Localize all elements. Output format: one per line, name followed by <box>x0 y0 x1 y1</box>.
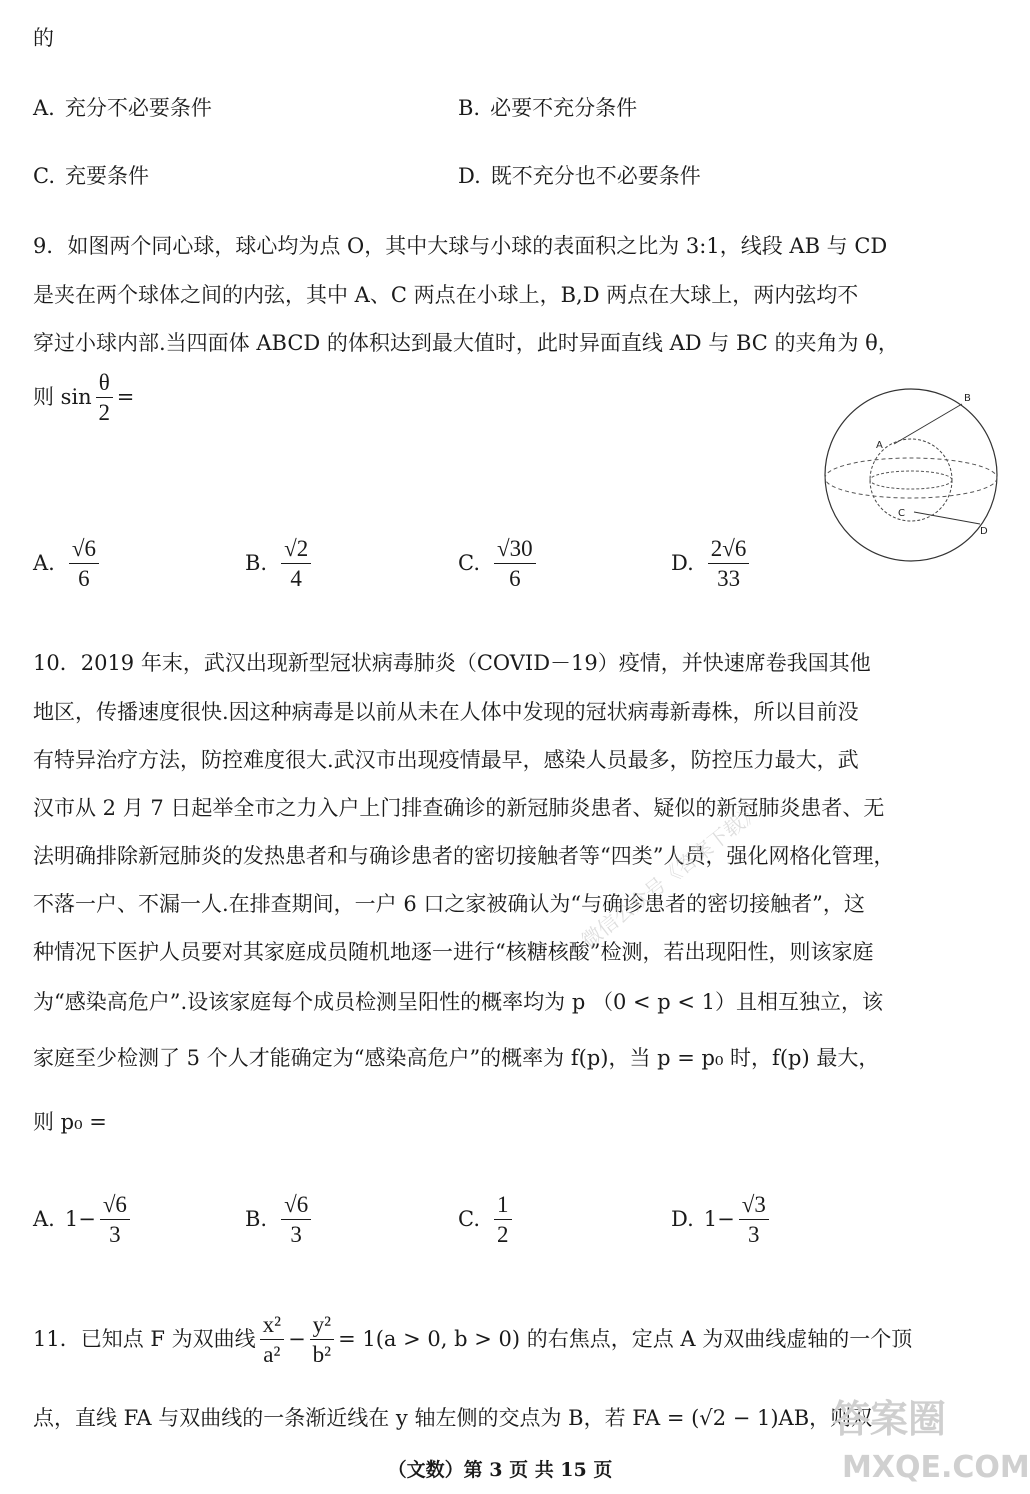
q10-option-b[interactable]: B. $\frac{√6}{3}$ <box>245 1192 315 1249</box>
q10-line-7: 种情况下医护人员要对其家庭成员随机地逐一进行“核糖核酸”检测，若出现阳性，则该家庭 <box>33 940 874 964</box>
q10-option-c[interactable]: C. $\frac{1}{2}$ <box>458 1192 516 1249</box>
x-squared-over-a-squared: $\frac{\text{x²}}{\text{a²}}$ <box>260 1312 284 1369</box>
q9-question: 则 sin $\frac{\theta}{2}$ = <box>33 370 135 426</box>
q10-line-2: 地区，传播速度很快.因这种病毒是以前从未在人体中发现的冠状病毒新毒株，所以目前没 <box>33 700 859 724</box>
label-c: C <box>898 508 905 519</box>
chord-ab <box>894 404 962 444</box>
chord-cd <box>914 512 980 524</box>
watermark-center: 微信公众号《答案下载》 <box>576 798 765 953</box>
concentric-spheres-figure <box>822 386 1000 564</box>
label-b: B <box>964 393 971 404</box>
q10-line-1: 10．2019 年末，武汉出现新型冠状病毒肺炎（COVID－19）疫情，并快速席卷我国其他 <box>33 651 871 675</box>
q9-line-3: 穿过小球内部.当四面体 ABCD 的体积达到最大值时，此时异面直线 AD 与 BC 的夹角为 θ， <box>33 331 899 355</box>
q9-option-c[interactable]: C. $\frac{√30}{6}$ <box>458 536 540 593</box>
q9-line-2: 是夹在两个球体之间的内弦，其中 A、C 两点在小球上，B,D 两点在大球上，两内弦均不 <box>33 283 859 307</box>
outer-equator <box>825 458 997 498</box>
q9-line-1: 9．如图两个同心球，球心均为点 O，其中大球与小球的表面积之比为 3:1，线段 AB 与 CD <box>33 234 888 258</box>
page-footer: （文数）第 3 页 共 15 页 <box>387 1459 613 1481</box>
inner-sphere <box>870 439 952 521</box>
watermark-site: MXQE.COM <box>842 1450 1030 1485</box>
label-d: D <box>980 526 988 537</box>
q10-line-3: 有特异治疗方法，防控难度很大.武汉市出现疫情最早，感染人员最多，防控压力最大，武 <box>33 748 859 772</box>
q8-option-d[interactable]: D. 既不充分也不必要条件 <box>458 164 701 188</box>
label-a: A <box>876 440 883 451</box>
y-squared-over-b-squared: $\frac{\text{y²}}{\text{b²}}$ <box>310 1312 334 1369</box>
q9-option-b[interactable]: B. $\frac{√2}{4}$ <box>245 536 315 593</box>
q8-option-a[interactable]: A. 充分不必要条件 <box>33 96 212 120</box>
watermark-logo: 答案圈 <box>832 1397 947 1441</box>
q9-option-a[interactable]: A. $\frac{√6}{6}$ <box>33 536 103 593</box>
sin-theta-half-fraction: $\frac{\theta}{2}$ <box>96 370 113 427</box>
continued-text: 的 <box>33 26 54 50</box>
q10-line-4: 汉市从 2 月 7 日起举全市之力入户上门排查确诊的新冠肺炎患者、疑似的新冠肺炎患者、无 <box>33 796 885 820</box>
q10-line-6: 不落一户、不漏一人.在排查期间，一户 6 口之家被确认为“与确诊患者的密切接触者”，这 <box>33 892 865 916</box>
outer-sphere <box>825 389 997 561</box>
inner-equator <box>870 471 952 489</box>
q11-line-1: 11．已知点 F 为双曲线 $\frac{\text{x²}}{\text{a²}}$ − $\frac{\text{y²}}{\text{b²}}$ = 1(a > 0, b > 0) 的右焦点，定点 A 为双曲线虚轴的一个顶 <box>33 1312 913 1368</box>
q10-option-d[interactable]: D. 1− $\frac{√3}{3}$ <box>671 1192 773 1249</box>
q10-line-9: 家庭至少检测了 5 个人才能确定为“感染高危户”的概率为 f(p)，当 p = p₀ 时，f(p) 最大， <box>33 1046 880 1070</box>
q11-line-2: 点，直线 FA 与双曲线的一条渐近线在 y 轴左侧的交点为 B，若 FA = (√2 − 1)AB，则双 <box>33 1406 873 1430</box>
q8-option-c[interactable]: C. 充要条件 <box>33 164 149 188</box>
q10-question: 则 p₀ = <box>33 1110 107 1134</box>
q10-line-8: 为“感染高危户”.设该家庭每个成员检测呈阳性的概率均为 p （0 < p < 1）且相互独立，该 <box>33 990 883 1014</box>
q8-option-b[interactable]: B. 必要不充分条件 <box>458 96 638 120</box>
q9-option-d[interactable]: D. $\frac{2√6}{33}$ <box>671 536 753 593</box>
q10-option-a[interactable]: A. 1− $\frac{√6}{3}$ <box>33 1192 134 1249</box>
q10-line-5: 法明确排除新冠肺炎的发热患者和与确诊患者的密切接触者等“四类”人员，强化网格化管理， <box>33 844 895 868</box>
